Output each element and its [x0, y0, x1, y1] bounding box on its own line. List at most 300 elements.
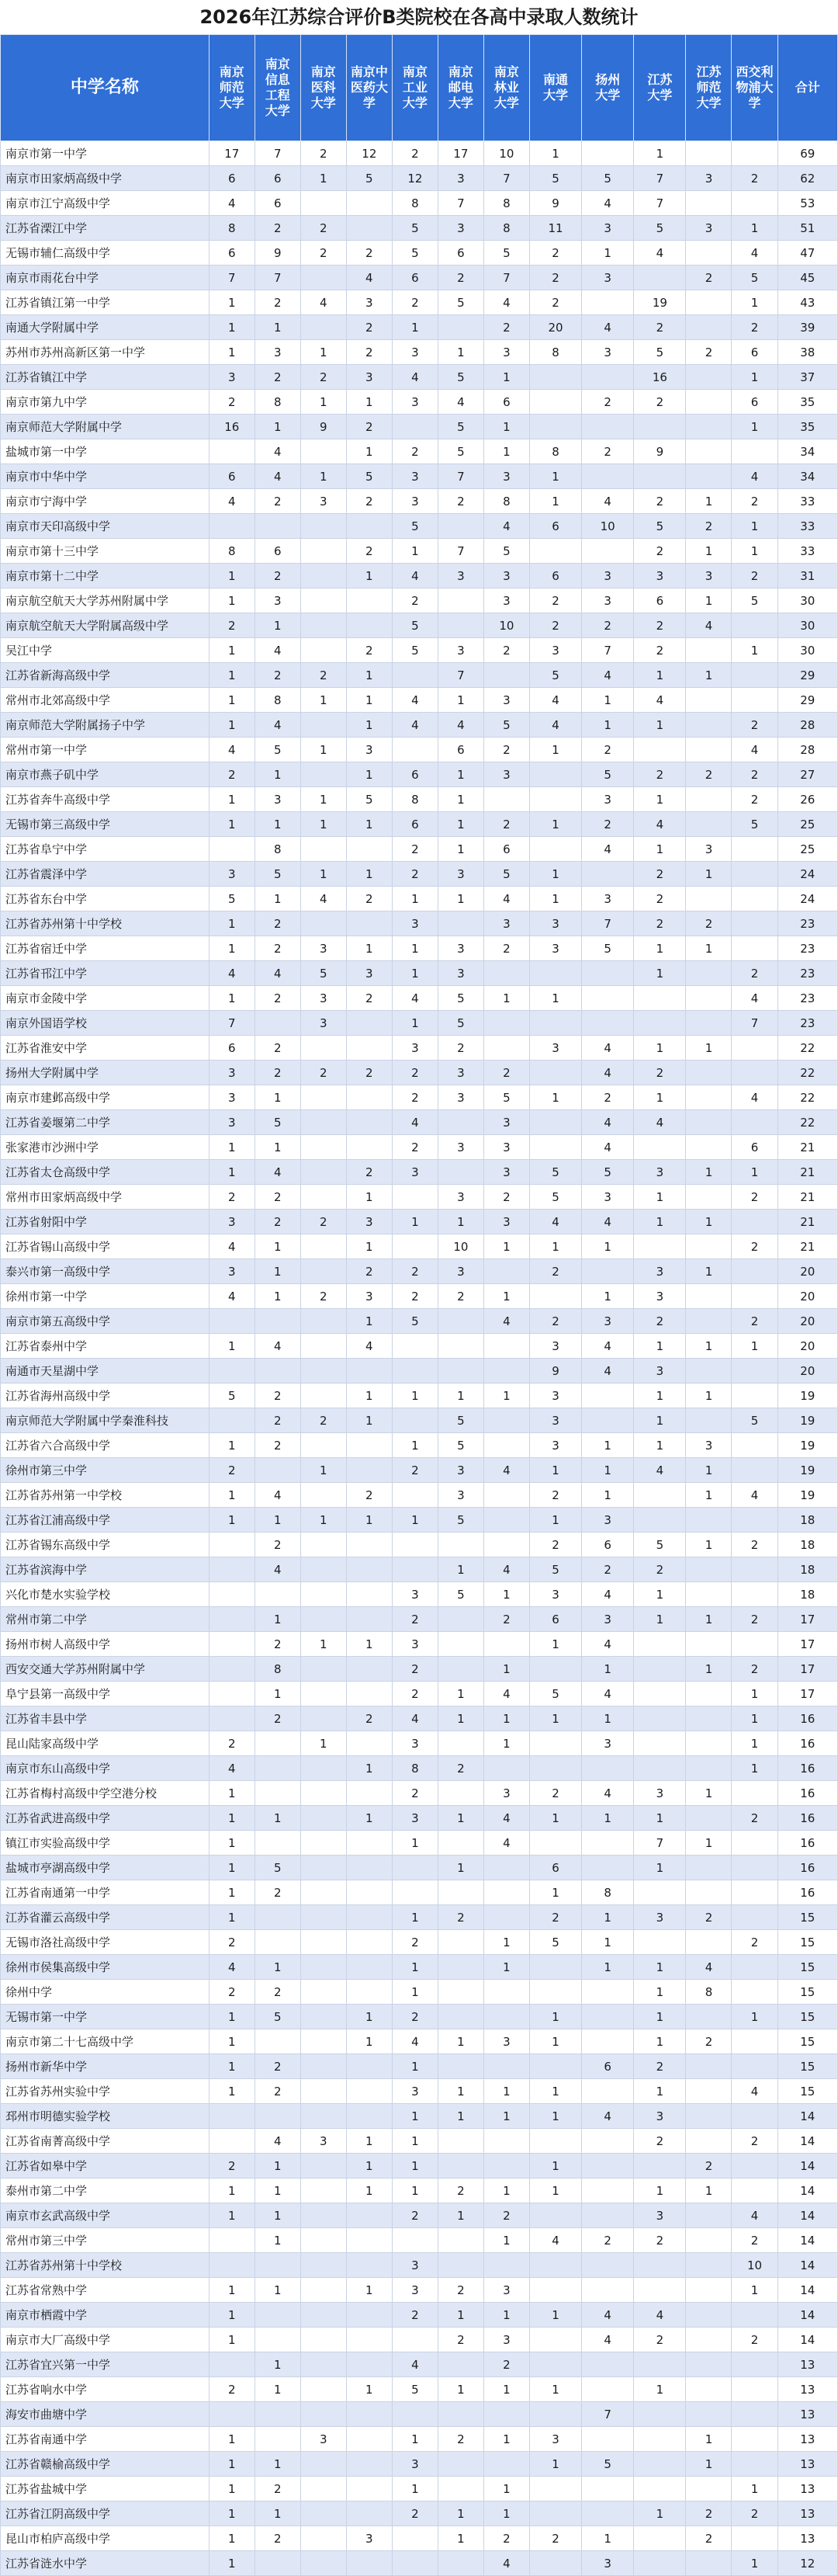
- count-cell: 1: [392, 2129, 438, 2154]
- total-cell: 27: [777, 762, 837, 787]
- count-cell: 2: [634, 315, 686, 340]
- count-cell: 5: [392, 241, 438, 266]
- count-cell: 1: [438, 887, 483, 911]
- count-cell: 1: [300, 390, 346, 415]
- school-name-cell: 江苏省苏州第十中学校: [1, 2253, 210, 2278]
- count-cell: 5: [582, 936, 634, 961]
- count-cell: [209, 2253, 255, 2278]
- school-name-cell: 南京市江宁高级中学: [1, 191, 210, 216]
- school-name-cell: 昆山市柏庐高级中学: [1, 2526, 210, 2551]
- table-row: [1, 390, 838, 415]
- count-cell: [582, 1408, 634, 1433]
- count-cell: 1: [582, 1284, 634, 1309]
- count-cell: 1: [686, 1533, 732, 1557]
- count-cell: 2: [346, 1061, 392, 1085]
- count-cell: [582, 2278, 634, 2303]
- school-name-cell: 南京外国语学校: [1, 1011, 210, 1036]
- count-cell: [732, 1508, 777, 1533]
- count-cell: [438, 1657, 483, 1682]
- count-cell: 1: [346, 390, 392, 415]
- count-cell: 5: [483, 862, 529, 887]
- count-cell: 7: [582, 638, 634, 663]
- count-cell: 3: [300, 2129, 346, 2154]
- count-cell: 1: [529, 2377, 581, 2402]
- count-cell: 2: [346, 1706, 392, 1731]
- count-cell: 4: [582, 1036, 634, 1061]
- count-cell: 1: [255, 1682, 300, 1706]
- table-row: [1, 1756, 838, 1781]
- count-cell: 4: [255, 1160, 300, 1185]
- table-row: [1, 564, 838, 588]
- count-cell: 1: [392, 936, 438, 961]
- count-cell: 1: [346, 1632, 392, 1657]
- count-cell: 5: [346, 464, 392, 489]
- table-row: [1, 2278, 838, 2303]
- count-cell: 3: [582, 787, 634, 812]
- count-cell: [529, 1756, 581, 1781]
- school-name-cell: 南通大学附属中学: [1, 315, 210, 340]
- count-cell: 2: [634, 862, 686, 887]
- count-cell: [438, 514, 483, 539]
- count-cell: 2: [483, 1607, 529, 1632]
- count-cell: 5: [209, 1383, 255, 1408]
- count-cell: 2: [732, 2328, 777, 2352]
- count-cell: 2: [438, 2328, 483, 2352]
- count-cell: 1: [392, 1831, 438, 1856]
- count-cell: [686, 887, 732, 911]
- count-cell: [634, 1632, 686, 1657]
- count-cell: 1: [209, 663, 255, 688]
- count-cell: [209, 2228, 255, 2253]
- count-cell: [300, 1806, 346, 1831]
- count-cell: 1: [686, 489, 732, 514]
- count-cell: 2: [732, 2501, 777, 2526]
- count-cell: 1: [346, 812, 392, 837]
- count-cell: 2: [483, 738, 529, 762]
- count-cell: [300, 2029, 346, 2054]
- count-cell: 3: [529, 1408, 581, 1433]
- count-cell: [255, 1011, 300, 1036]
- count-cell: 2: [634, 489, 686, 514]
- count-cell: [732, 2352, 777, 2377]
- count-cell: 1: [209, 2551, 255, 2576]
- count-cell: 4: [209, 191, 255, 216]
- count-cell: 4: [209, 1756, 255, 1781]
- count-cell: [634, 986, 686, 1011]
- table-row: [1, 812, 838, 837]
- count-cell: 3: [438, 1085, 483, 1110]
- count-cell: 1: [255, 2501, 300, 2526]
- count-cell: [582, 1831, 634, 1856]
- count-cell: 3: [529, 1383, 581, 1408]
- count-cell: [686, 1557, 732, 1582]
- table-row: [1, 1781, 838, 1806]
- count-cell: [346, 1135, 392, 1160]
- count-cell: 1: [634, 1433, 686, 1458]
- count-cell: 5: [438, 290, 483, 315]
- count-cell: [300, 911, 346, 936]
- count-cell: [483, 1508, 529, 1533]
- total-cell: 14: [777, 2203, 837, 2228]
- count-cell: [438, 2551, 483, 2576]
- count-cell: 1: [346, 936, 392, 961]
- table-row: [1, 216, 838, 241]
- count-cell: 3: [346, 365, 392, 390]
- count-cell: 2: [392, 290, 438, 315]
- count-cell: [686, 1408, 732, 1433]
- count-cell: 1: [529, 2079, 581, 2104]
- page-title: 2026年江苏综合评价B类院校在各高中录取人数统计: [199, 6, 639, 28]
- count-cell: 5: [634, 1533, 686, 1557]
- count-cell: 2: [529, 1259, 581, 1284]
- count-cell: [300, 1831, 346, 1856]
- total-cell: 21: [777, 1160, 837, 1185]
- count-cell: [732, 1210, 777, 1234]
- count-cell: 1: [529, 1706, 581, 1731]
- count-cell: 2: [686, 2029, 732, 2054]
- total-cell: 29: [777, 663, 837, 688]
- total-cell: 19: [777, 1433, 837, 1458]
- count-cell: [346, 1110, 392, 1135]
- count-cell: 1: [438, 688, 483, 713]
- count-cell: 1: [209, 1160, 255, 1185]
- count-cell: 1: [300, 862, 346, 887]
- table-row: [1, 1706, 838, 1731]
- school-name-cell: 江苏省赣榆高级中学: [1, 2452, 210, 2477]
- count-cell: 1: [634, 1582, 686, 1607]
- table-row: [1, 191, 838, 216]
- table-row: [1, 464, 838, 489]
- school-name-cell: 南京市燕子矶中学: [1, 762, 210, 787]
- count-cell: [732, 1259, 777, 1284]
- count-cell: [438, 1831, 483, 1856]
- count-cell: 3: [582, 1607, 634, 1632]
- table-row: [1, 1408, 838, 1433]
- count-cell: 5: [634, 216, 686, 241]
- count-cell: 5: [438, 1011, 483, 1036]
- table-row: [1, 1657, 838, 1682]
- count-cell: 3: [346, 1284, 392, 1309]
- total-cell: 26: [777, 787, 837, 812]
- count-cell: [392, 2526, 438, 2551]
- column-header: 江苏 师范 大学: [686, 35, 732, 141]
- count-cell: 3: [582, 564, 634, 588]
- count-cell: 1: [686, 2178, 732, 2203]
- count-cell: [300, 439, 346, 464]
- count-cell: 3: [438, 961, 483, 986]
- count-cell: 3: [582, 1309, 634, 1334]
- school-name-cell: 南京市东山高级中学: [1, 1756, 210, 1781]
- count-cell: 1: [255, 1806, 300, 1831]
- count-cell: 5: [392, 638, 438, 663]
- count-cell: 1: [346, 2029, 392, 2054]
- count-cell: 1: [209, 911, 255, 936]
- count-cell: 2: [483, 812, 529, 837]
- count-cell: 2: [209, 390, 255, 415]
- count-cell: [732, 2029, 777, 2054]
- count-cell: 4: [483, 887, 529, 911]
- count-cell: [209, 1582, 255, 1607]
- count-cell: 5: [392, 2377, 438, 2402]
- count-cell: 1: [255, 1234, 300, 1259]
- count-cell: 2: [300, 216, 346, 241]
- count-cell: [483, 1036, 529, 1061]
- school-name-cell: 江苏省太仓高级中学: [1, 1160, 210, 1185]
- count-cell: 5: [483, 539, 529, 564]
- count-cell: 1: [255, 1085, 300, 1110]
- count-cell: [300, 1036, 346, 1061]
- count-cell: [732, 439, 777, 464]
- count-cell: [582, 2029, 634, 2054]
- count-cell: [686, 2054, 732, 2079]
- count-cell: [732, 1061, 777, 1085]
- count-cell: 5: [529, 1185, 581, 1210]
- count-cell: [634, 2427, 686, 2452]
- count-cell: 2: [529, 613, 581, 638]
- count-cell: 2: [209, 613, 255, 638]
- count-cell: [255, 2303, 300, 2328]
- count-cell: [392, 2228, 438, 2253]
- count-cell: 2: [732, 2129, 777, 2154]
- count-cell: [686, 1011, 732, 1036]
- count-cell: 1: [634, 713, 686, 738]
- count-cell: [346, 588, 392, 613]
- school-name-cell: 常州市田家炳高级中学: [1, 1185, 210, 1210]
- table-row: [1, 1210, 838, 1234]
- count-cell: 12: [392, 166, 438, 191]
- count-cell: 5: [392, 1309, 438, 1334]
- count-cell: 1: [483, 1284, 529, 1309]
- school-name-cell: 江苏省阜宁中学: [1, 837, 210, 862]
- table-row: [1, 2079, 838, 2104]
- count-cell: 2: [686, 1905, 732, 1930]
- count-cell: [732, 1433, 777, 1458]
- count-cell: 2: [582, 1557, 634, 1582]
- count-cell: 1: [209, 2452, 255, 2477]
- table-row: [1, 1284, 838, 1309]
- total-cell: 17: [777, 1657, 837, 1682]
- count-cell: [346, 1980, 392, 2005]
- school-name-cell: 江苏省如皋中学: [1, 2154, 210, 2178]
- count-cell: 1: [392, 1508, 438, 1533]
- count-cell: [300, 1880, 346, 1905]
- count-cell: 2: [392, 1135, 438, 1160]
- count-cell: 2: [529, 1483, 581, 1508]
- count-cell: [634, 1731, 686, 1756]
- total-cell: 25: [777, 812, 837, 837]
- count-cell: 4: [634, 241, 686, 266]
- count-cell: 5: [438, 1433, 483, 1458]
- count-cell: 8: [483, 191, 529, 216]
- count-cell: 2: [529, 1533, 581, 1557]
- count-cell: 1: [209, 1806, 255, 1831]
- count-cell: 2: [209, 1731, 255, 1756]
- total-cell: 20: [777, 1359, 837, 1383]
- count-cell: [529, 2328, 581, 2352]
- school-name-cell: 南京航空航天大学苏州附属中学: [1, 588, 210, 613]
- count-cell: 2: [255, 216, 300, 241]
- count-cell: 5: [438, 1508, 483, 1533]
- count-cell: 2: [255, 1533, 300, 1557]
- count-cell: 1: [438, 2303, 483, 2328]
- count-cell: 8: [255, 1657, 300, 1682]
- count-cell: 1: [392, 887, 438, 911]
- count-cell: [686, 390, 732, 415]
- school-name-cell: 江苏省武进高级中学: [1, 1806, 210, 1831]
- count-cell: 2: [438, 2178, 483, 2203]
- count-cell: 1: [209, 787, 255, 812]
- count-cell: 2: [300, 141, 346, 166]
- count-cell: [392, 2402, 438, 2427]
- count-cell: [255, 1731, 300, 1756]
- school-name-cell: 常州市第一中学: [1, 738, 210, 762]
- count-cell: [634, 415, 686, 439]
- count-cell: 8: [209, 216, 255, 241]
- count-cell: [483, 2452, 529, 2477]
- count-cell: [209, 1607, 255, 1632]
- school-name-cell: 无锡市第三高级中学: [1, 812, 210, 837]
- count-cell: [686, 1856, 732, 1880]
- total-cell: 16: [777, 1831, 837, 1856]
- count-cell: 6: [255, 166, 300, 191]
- total-cell: 13: [777, 2452, 837, 2477]
- count-cell: [300, 539, 346, 564]
- count-cell: 2: [732, 1607, 777, 1632]
- count-cell: [438, 1607, 483, 1632]
- count-cell: 4: [209, 1234, 255, 1259]
- count-cell: 4: [209, 1955, 255, 1980]
- count-cell: 1: [209, 986, 255, 1011]
- count-cell: 4: [209, 738, 255, 762]
- count-cell: 1: [346, 2154, 392, 2178]
- count-cell: 1: [209, 2501, 255, 2526]
- count-cell: [732, 1582, 777, 1607]
- school-name-cell: 江苏省奔牛高级中学: [1, 787, 210, 812]
- count-cell: 1: [529, 464, 581, 489]
- count-cell: [686, 2352, 732, 2377]
- count-cell: 7: [255, 141, 300, 166]
- total-cell: 23: [777, 911, 837, 936]
- count-cell: [634, 2551, 686, 2576]
- count-cell: 1: [346, 439, 392, 464]
- count-cell: 2: [392, 1607, 438, 1632]
- count-cell: 1: [209, 1508, 255, 1533]
- count-cell: 7: [438, 464, 483, 489]
- count-cell: 1: [634, 663, 686, 688]
- count-cell: [483, 1856, 529, 1880]
- school-name-cell: 江苏省邗江中学: [1, 961, 210, 986]
- count-cell: [438, 2005, 483, 2029]
- table-row: [1, 141, 838, 166]
- count-cell: 1: [529, 1458, 581, 1483]
- school-name-cell: 无锡市第一中学: [1, 2005, 210, 2029]
- school-name-cell: 江苏省灌云高级中学: [1, 1905, 210, 1930]
- count-cell: 4: [582, 837, 634, 862]
- count-cell: [634, 1135, 686, 1160]
- count-cell: [686, 1185, 732, 1210]
- count-cell: [686, 2328, 732, 2352]
- count-cell: [300, 191, 346, 216]
- count-cell: 1: [438, 2079, 483, 2104]
- table-row: [1, 2054, 838, 2079]
- count-cell: [634, 1508, 686, 1533]
- count-cell: 3: [582, 588, 634, 613]
- count-cell: 5: [255, 1856, 300, 1880]
- count-cell: 2: [582, 613, 634, 638]
- count-cell: 2: [255, 2054, 300, 2079]
- count-cell: 3: [209, 862, 255, 887]
- count-cell: 2: [438, 1905, 483, 1930]
- total-cell: 28: [777, 713, 837, 738]
- total-cell: 22: [777, 1110, 837, 1135]
- count-cell: 1: [529, 2303, 581, 2328]
- count-cell: 1: [582, 1930, 634, 1955]
- count-cell: 2: [300, 663, 346, 688]
- count-cell: 2: [529, 1309, 581, 1334]
- count-cell: 2: [582, 390, 634, 415]
- school-name-cell: 南京市建邺高级中学: [1, 1085, 210, 1110]
- count-cell: 2: [255, 564, 300, 588]
- count-cell: 3: [529, 1582, 581, 1607]
- count-cell: 6: [529, 514, 581, 539]
- count-cell: 1: [732, 415, 777, 439]
- table-row: [1, 2452, 838, 2477]
- count-cell: [529, 1955, 581, 1980]
- count-cell: 2: [732, 1185, 777, 1210]
- count-cell: [529, 2054, 581, 2079]
- count-cell: [392, 415, 438, 439]
- count-cell: [438, 613, 483, 638]
- count-cell: 1: [255, 2203, 300, 2228]
- count-cell: [686, 2079, 732, 2104]
- count-cell: [438, 2477, 483, 2501]
- count-cell: [438, 315, 483, 340]
- count-cell: [529, 2253, 581, 2278]
- count-cell: [582, 1383, 634, 1408]
- count-cell: 4: [732, 1483, 777, 1508]
- school-name-cell: 吴江中学: [1, 638, 210, 663]
- count-cell: 3: [438, 1135, 483, 1160]
- count-cell: 1: [438, 1383, 483, 1408]
- count-cell: 2: [483, 1061, 529, 1085]
- count-cell: [392, 2551, 438, 2576]
- count-cell: [300, 2452, 346, 2477]
- count-cell: 5: [346, 166, 392, 191]
- count-cell: 4: [392, 713, 438, 738]
- count-cell: 2: [300, 1210, 346, 1234]
- school-name-cell: 江苏省江阴高级中学: [1, 2501, 210, 2526]
- count-cell: 3: [392, 2253, 438, 2278]
- count-cell: 2: [255, 1036, 300, 1061]
- school-name-cell: 江苏省苏州第十中学校: [1, 911, 210, 936]
- count-cell: [346, 1657, 392, 1682]
- table-row: [1, 1011, 838, 1036]
- count-cell: 3: [634, 1905, 686, 1930]
- count-cell: 1: [483, 2178, 529, 2203]
- school-name-cell: 南京市第十二中学: [1, 564, 210, 588]
- count-cell: 4: [255, 1334, 300, 1359]
- count-cell: [392, 1234, 438, 1259]
- school-name-cell: 南京市第一中学: [1, 141, 210, 166]
- count-cell: [346, 2328, 392, 2352]
- count-cell: [300, 1383, 346, 1408]
- count-cell: 1: [529, 812, 581, 837]
- school-name-cell: 江苏省海州高级中学: [1, 1383, 210, 1408]
- count-cell: 3: [392, 1036, 438, 1061]
- count-cell: [634, 2154, 686, 2178]
- count-cell: [483, 1756, 529, 1781]
- count-cell: 1: [732, 539, 777, 564]
